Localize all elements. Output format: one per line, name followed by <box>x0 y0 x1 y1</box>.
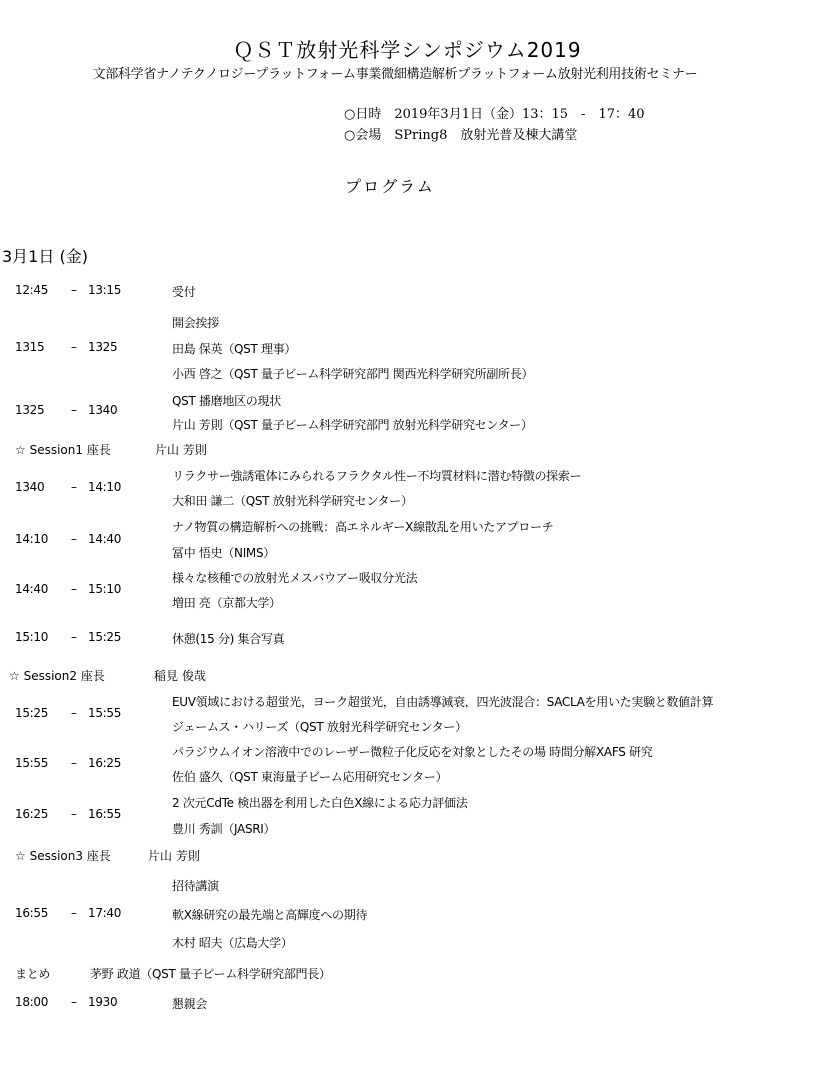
row-speaker: 冨中 悟史（NIMS） <box>172 546 276 560</box>
row-start-time: 16:55 <box>15 906 49 920</box>
date-heading: 3月1日 (金) <box>2 247 88 266</box>
row-start-time: 16:25 <box>15 807 49 821</box>
row-start-time: 15:55 <box>15 756 49 770</box>
row-start-time: 1315 <box>15 340 45 354</box>
summary-label: まとめ <box>15 967 51 981</box>
row-content: EUV領域における超蛍光，ヨーク超蛍光，自由誘導減衰，四光波混合：SACLAを用いた実験と数値計算 <box>172 695 714 709</box>
row-start-time: 1325 <box>15 403 45 417</box>
row-start-time: 14:40 <box>15 582 49 596</box>
row-content: リラクサー強誘電体にみられるフラクタル性ー不均質材料に潜む特徴の探索ー <box>172 469 582 483</box>
program-heading: プログラム <box>345 177 435 196</box>
row-end-time: 16:55 <box>88 807 122 821</box>
event-datetime: ○日時 2019年3月1日（金）13：15 - 17：40 <box>344 107 645 122</box>
row-speaker: 大和田 謙二（QST 放射光科学研究センター） <box>172 494 413 508</box>
row-dash: – <box>71 480 77 494</box>
summary-content: 茅野 政道（QST 量子ビーム科学研究部門長） <box>90 967 331 981</box>
row-dash: – <box>71 995 77 1009</box>
row-speaker: 片山 芳則（QST 量子ビーム科学研究部門 放射光科学研究センター） <box>172 418 533 432</box>
row-content: 様々な核種での放射光メスバウアー吸収分光法 <box>172 571 418 585</box>
page-title: ＱＳＴ放射光科学シンポジウム2019 <box>233 38 582 62</box>
row-content: QST 播磨地区の現状 <box>172 394 281 408</box>
row-dash: – <box>71 283 77 297</box>
row-end-time: 13:15 <box>88 283 122 297</box>
row-speaker: ジェームス・ハリーズ（QST 放射光科学研究センター） <box>172 720 467 734</box>
row-end-time: 1930 <box>88 995 118 1009</box>
row-start-time: 15:25 <box>15 706 49 720</box>
row-dash: – <box>71 403 77 417</box>
session-label: ☆ Session3 座長 <box>15 849 111 863</box>
row-start-time: 18:00 <box>15 995 49 1009</box>
row-dash: – <box>71 906 77 920</box>
row-speaker: 木村 昭夫（広島大学） <box>172 936 293 950</box>
row-end-time: 15:10 <box>88 582 122 596</box>
row-speaker: 増田 亮（京都大学） <box>172 596 281 610</box>
row-speaker: 佐伯 盛久（QST 東海量子ビーム応用研究センター） <box>172 770 448 784</box>
event-venue: ○会場 SPring8 放射光普及棟大講堂 <box>344 128 578 143</box>
row-start-time: 15:10 <box>15 630 49 644</box>
row-content: 懇親会 <box>172 997 208 1011</box>
row-end-time: 15:25 <box>88 630 122 644</box>
row-speaker: 豊川 秀訓（JASRI） <box>172 822 276 836</box>
row-content: 休憩(15 分) 集合写真 <box>172 632 285 646</box>
row-dash: – <box>71 807 77 821</box>
row-speaker: 小西 啓之（QST 量子ビーム科学研究部門 関西光科学研究所副所長） <box>172 367 534 381</box>
row-end-time: 17:40 <box>88 906 122 920</box>
page-subtitle: 文部科学省ナノテクノロジープラットフォーム事業微細構造解析プラットフォーム放射光利用技術セミナー <box>92 67 698 82</box>
row-content: 2 次元CdTe 検出器を利用した白色X線による応力評価法 <box>172 796 468 810</box>
row-dash: – <box>71 630 77 644</box>
row-content: 受付 <box>172 285 196 299</box>
row-end-time: 15:55 <box>88 706 122 720</box>
row-content: 開会挨拶 <box>172 316 219 330</box>
row-dash: – <box>71 532 77 546</box>
row-content: パラジウムイオン溶液中でのレーザー微粒子化反応を対象としたその場 時間分解XAFS 研究 <box>172 745 653 759</box>
row-end-time: 1325 <box>88 340 118 354</box>
row-content: 軟X線研究の最先端と高輝度への期待 <box>172 908 368 922</box>
row-speaker: 田島 保英（QST 理事） <box>172 342 297 356</box>
row-end-time: 1340 <box>88 403 118 417</box>
row-content: 招待講演 <box>172 879 219 893</box>
row-end-time: 14:40 <box>88 532 122 546</box>
row-start-time: 14:10 <box>15 532 49 546</box>
row-content: ナノ物質の構造解析への挑戦：高エネルギーX線散乱を用いたアプローチ <box>172 520 554 534</box>
session-label: ☆ Session1 座長 <box>15 443 111 457</box>
row-dash: – <box>71 756 77 770</box>
session-chair: 稲見 俊哉 <box>154 669 206 683</box>
session-chair: 片山 芳則 <box>155 443 207 457</box>
row-start-time: 1340 <box>15 480 45 494</box>
row-dash: – <box>71 582 77 596</box>
row-dash: – <box>71 706 77 720</box>
row-end-time: 16:25 <box>88 756 122 770</box>
row-dash: – <box>71 340 77 354</box>
session-label: ☆ Session2 座長 <box>9 669 105 683</box>
row-start-time: 12:45 <box>15 283 49 297</box>
row-end-time: 14:10 <box>88 480 122 494</box>
session-chair: 片山 芳則 <box>148 849 200 863</box>
